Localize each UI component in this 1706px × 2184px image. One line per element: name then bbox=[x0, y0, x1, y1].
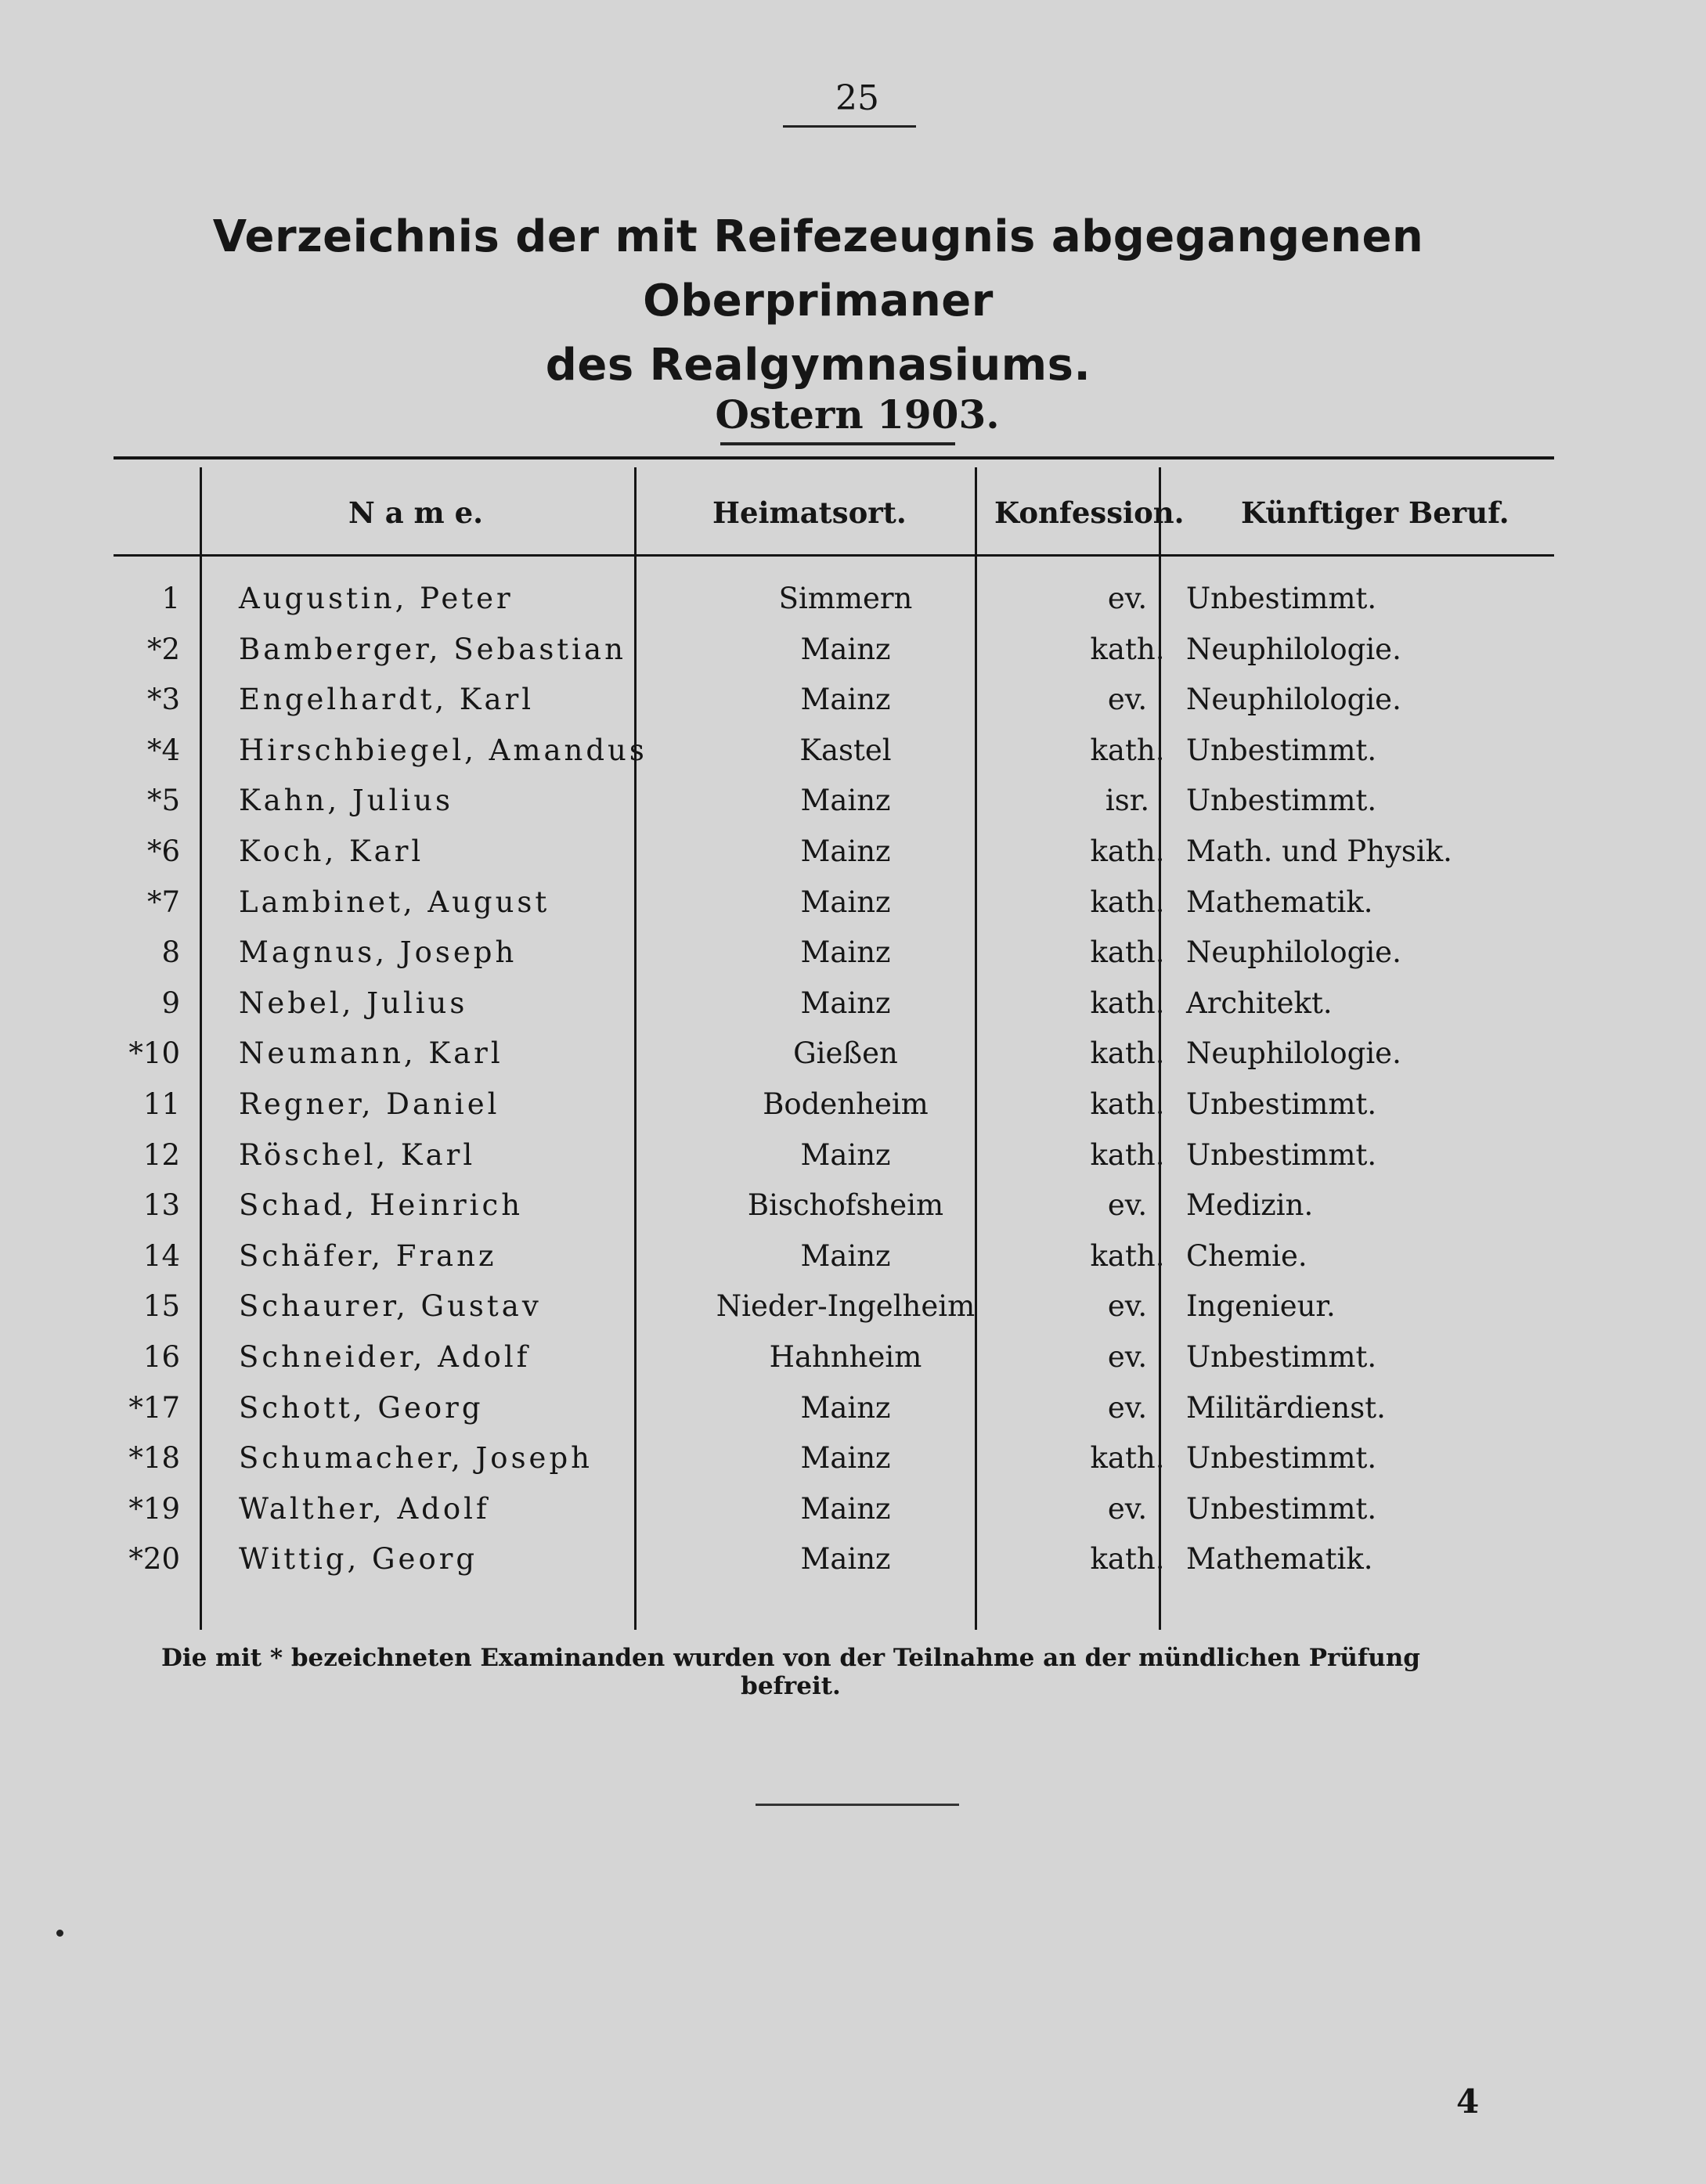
table-row bbox=[114, 733, 1554, 784]
row-career: Unbestimmt. bbox=[1186, 1441, 1377, 1476]
row-career: Mathematik. bbox=[1186, 1542, 1373, 1577]
row-confession: kath. bbox=[1090, 986, 1165, 1020]
table-row bbox=[114, 834, 1554, 885]
row-confession: ev. bbox=[1107, 1188, 1148, 1223]
row-number: *7 bbox=[146, 885, 180, 919]
row-name: Röschel, Karl bbox=[239, 1137, 476, 1172]
row-name: Nebel, Julius bbox=[239, 986, 468, 1020]
row-confession: kath. bbox=[1090, 1036, 1165, 1071]
row-name: Schott, Georg bbox=[239, 1390, 484, 1425]
table-row bbox=[114, 1138, 1554, 1188]
table-row bbox=[114, 632, 1554, 683]
table-row bbox=[114, 885, 1554, 935]
row-confession: ev. bbox=[1107, 1491, 1148, 1526]
row-confession: kath. bbox=[1090, 1137, 1165, 1172]
row-career: Medizin. bbox=[1186, 1188, 1314, 1223]
row-career: Unbestimmt. bbox=[1186, 733, 1377, 767]
row-confession: ev. bbox=[1107, 1390, 1148, 1425]
row-number: 15 bbox=[142, 1289, 180, 1324]
row-career: Math. und Physik. bbox=[1186, 834, 1452, 868]
page-title bbox=[117, 205, 1519, 398]
title-line-1: Verzeichnis der mit Reifezeugnis abgegangenen Oberprimaner bbox=[212, 211, 1424, 326]
row-name: Regner, Daniel bbox=[239, 1087, 500, 1121]
row-hometown: Simmern bbox=[778, 582, 913, 615]
row-hometown: Bodenheim bbox=[763, 1087, 929, 1121]
row-name: Lambinet, August bbox=[239, 885, 550, 919]
row-hometown: Mainz bbox=[800, 1542, 891, 1577]
closing-rule bbox=[756, 1804, 959, 1806]
row-name: Bamberger, Sebastian bbox=[239, 632, 626, 666]
row-name: Hirschbiegel, Amandus bbox=[239, 733, 647, 767]
row-number: *17 bbox=[128, 1390, 180, 1425]
row-confession: kath. bbox=[1090, 1087, 1165, 1121]
table-row bbox=[114, 1542, 1554, 1592]
row-confession: kath. bbox=[1090, 1441, 1165, 1476]
row-career: Neuphilologie. bbox=[1186, 1036, 1401, 1071]
row-confession: ev. bbox=[1107, 683, 1148, 717]
row-name: Engelhardt, Karl bbox=[239, 683, 535, 717]
row-confession: isr. bbox=[1105, 784, 1150, 818]
row-name: Neumann, Karl bbox=[239, 1036, 503, 1071]
row-career: Neuphilologie. bbox=[1186, 935, 1401, 970]
page-number-rule bbox=[783, 125, 916, 128]
row-hometown: Mainz bbox=[800, 683, 891, 717]
row-career: Mathematik. bbox=[1186, 885, 1373, 919]
row-confession: ev. bbox=[1107, 582, 1148, 615]
row-number: 8 bbox=[161, 935, 180, 970]
row-name: Augustin, Peter bbox=[239, 582, 514, 615]
table-row bbox=[114, 1239, 1554, 1289]
footnote: Die mit * bezeichneten Examinanden wurden von der Teilnahme an der mündlichen Prüfung befreit. bbox=[161, 1644, 1420, 1700]
row-number: 13 bbox=[142, 1188, 180, 1223]
row-number: 14 bbox=[142, 1238, 180, 1273]
row-career: Unbestimmt. bbox=[1186, 1491, 1377, 1526]
row-confession: ev. bbox=[1107, 1289, 1148, 1324]
table-row bbox=[114, 1188, 1554, 1238]
row-number: *6 bbox=[146, 834, 180, 868]
row-confession: kath. bbox=[1090, 1542, 1165, 1577]
row-number: *19 bbox=[128, 1491, 180, 1526]
row-number: *4 bbox=[146, 733, 180, 767]
row-confession: kath. bbox=[1090, 834, 1165, 868]
row-hometown: Hahnheim bbox=[769, 1340, 922, 1374]
row-number: *18 bbox=[128, 1441, 180, 1476]
row-confession: ev. bbox=[1107, 1340, 1148, 1374]
row-hometown: Mainz bbox=[800, 784, 891, 818]
row-name: Walther, Adolf bbox=[239, 1491, 490, 1526]
row-hometown: Mainz bbox=[800, 885, 891, 919]
row-career: Neuphilologie. bbox=[1186, 632, 1401, 666]
header-career: Künftiger Beruf. bbox=[1241, 496, 1509, 530]
row-number: 9 bbox=[161, 986, 180, 1020]
row-career: Unbestimmt. bbox=[1186, 1087, 1377, 1121]
row-confession: kath. bbox=[1090, 1238, 1165, 1273]
row-career: Neuphilologie. bbox=[1186, 683, 1401, 717]
header-name: N a m e. bbox=[348, 496, 484, 530]
row-name: Schäfer, Franz bbox=[239, 1238, 497, 1273]
row-confession: kath. bbox=[1090, 733, 1165, 767]
table-row bbox=[114, 1492, 1554, 1542]
row-name: Kahn, Julius bbox=[239, 784, 454, 818]
table-row bbox=[114, 986, 1554, 1036]
row-hometown: Mainz bbox=[800, 1238, 891, 1273]
row-career: Unbestimmt. bbox=[1186, 582, 1377, 615]
row-hometown: Mainz bbox=[800, 1441, 891, 1476]
table-row bbox=[114, 1340, 1554, 1390]
row-hometown: Mainz bbox=[800, 1137, 891, 1172]
row-career: Unbestimmt. bbox=[1186, 784, 1377, 818]
header-confession: Konfession. bbox=[994, 496, 1185, 530]
row-name: Schneider, Adolf bbox=[239, 1340, 531, 1374]
row-hometown: Mainz bbox=[800, 632, 891, 666]
row-name: Wittig, Georg bbox=[239, 1542, 478, 1577]
row-hometown: Mainz bbox=[800, 1491, 891, 1526]
table-row bbox=[114, 1441, 1554, 1491]
row-confession: kath. bbox=[1090, 935, 1165, 970]
table-header-rule bbox=[114, 554, 1554, 557]
row-hometown: Kastel bbox=[799, 733, 892, 767]
section-subtitle: Ostern 1903. bbox=[715, 391, 1000, 438]
row-number: 12 bbox=[142, 1137, 180, 1172]
row-number: *20 bbox=[128, 1542, 180, 1577]
table-row bbox=[114, 1391, 1554, 1441]
row-number: *3 bbox=[146, 683, 180, 717]
stray-dot bbox=[56, 1930, 63, 1937]
row-confession: kath. bbox=[1090, 885, 1165, 919]
table-row bbox=[114, 935, 1554, 986]
table-row bbox=[114, 683, 1554, 733]
row-hometown: Mainz bbox=[800, 1390, 891, 1425]
row-number: *2 bbox=[146, 632, 180, 666]
row-name: Schad, Heinrich bbox=[239, 1188, 524, 1223]
table-row bbox=[114, 1087, 1554, 1137]
row-hometown: Mainz bbox=[800, 986, 891, 1020]
title-line-2: des Realgymnasiums. bbox=[545, 340, 1091, 391]
row-number: 1 bbox=[161, 582, 180, 615]
subtitle-underline bbox=[720, 442, 955, 445]
row-career: Architekt. bbox=[1186, 986, 1333, 1020]
row-number: 11 bbox=[142, 1087, 180, 1121]
page-number: 25 bbox=[835, 78, 879, 118]
row-hometown: Mainz bbox=[800, 834, 891, 868]
table-row bbox=[114, 1289, 1554, 1339]
row-number: 16 bbox=[142, 1340, 180, 1374]
row-hometown: Gießen bbox=[793, 1036, 898, 1071]
row-career: Unbestimmt. bbox=[1186, 1137, 1377, 1172]
row-career: Militärdienst. bbox=[1186, 1390, 1386, 1425]
row-career: Unbestimmt. bbox=[1186, 1340, 1377, 1374]
row-name: Koch, Karl bbox=[239, 834, 424, 868]
row-hometown: Bischofsheim bbox=[747, 1188, 944, 1223]
table-row bbox=[114, 784, 1554, 834]
row-confession: kath. bbox=[1090, 632, 1165, 666]
table-top-rule bbox=[114, 456, 1554, 460]
table-row bbox=[114, 1036, 1554, 1087]
row-name: Magnus, Joseph bbox=[239, 935, 518, 970]
row-number: *5 bbox=[146, 784, 180, 818]
row-career: Chemie. bbox=[1186, 1238, 1307, 1273]
row-name: Schaurer, Gustav bbox=[239, 1289, 542, 1324]
row-name: Schumacher, Joseph bbox=[239, 1441, 593, 1476]
row-hometown: Nieder-Ingelheim bbox=[716, 1289, 976, 1324]
row-hometown: Mainz bbox=[800, 935, 891, 970]
sheet-number: 4 bbox=[1456, 2082, 1480, 2121]
row-career: Ingenieur. bbox=[1186, 1289, 1336, 1324]
table-row bbox=[114, 582, 1554, 632]
row-number: *10 bbox=[128, 1036, 180, 1071]
header-home: Heimatsort. bbox=[712, 496, 907, 530]
